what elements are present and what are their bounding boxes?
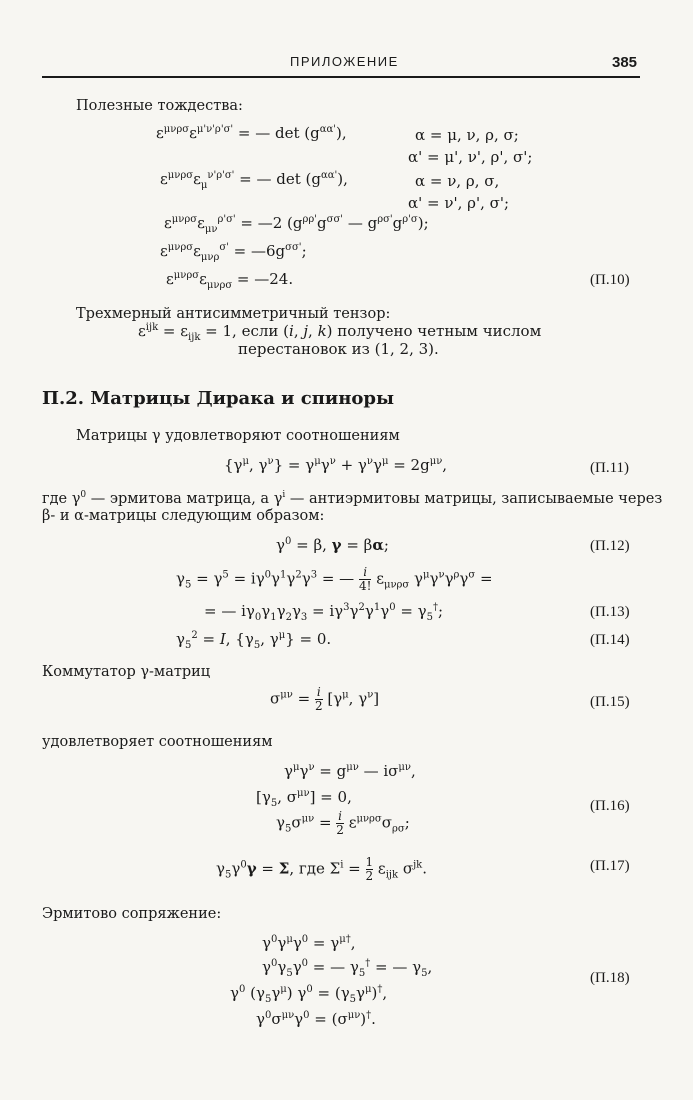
identities-heading: Полезные тождества:	[76, 98, 243, 114]
identity-condition-1: α = μ, ν, ρ, σ;	[415, 126, 519, 144]
commutator-heading: Коммутатор γ-матриц	[42, 664, 211, 680]
header-rule	[42, 76, 640, 78]
eq-p13-line-2: = — $i\gamma_0\gamma_1\gamma_2\gamma_3 = i\gamma^3\gamma^2\gamma^1\gamma^0 = \gamma_5^\dagger$;	[204, 602, 444, 623]
eq-number-p14: (П.14)	[590, 632, 630, 648]
identity-condition-2: α' = μ', ν', ρ', σ';	[408, 148, 533, 166]
antisym-line-2: перестановок из (1, 2, 3).	[238, 340, 439, 358]
eq-number-p18: (П.18)	[590, 970, 630, 986]
identity-formula-2: $\varepsilon^{\mu\nu\rho\sigma}\varepsilon_\mu^{\nu'\rho'\sigma'}$ = — $\det (g^{\alpha\alpha'})$,	[160, 170, 348, 191]
eq-p18-line-3: $\gamma^0$ $(\gamma_5\gamma^\mu) \gamma^0 = (\gamma_5\gamma^\mu)^\dagger$,	[230, 984, 388, 1005]
eq-number-p11: (П.11)	[590, 460, 630, 476]
eq-p14: $\gamma_5^2 = I$, {$\gamma_5$, $\gamma^\mu\} = 0$.	[176, 630, 332, 651]
eq-number-p13: (П.13)	[590, 604, 630, 620]
eq-p17: $\gamma_5\gamma^0\gamma = \Sigma$, где $\Sigma^i$ = $\frac{1}{2}$ $\varepsilon_{ijk}$ $\sigma^{jk}$.	[216, 855, 428, 883]
hermitian-heading: Эрмитово сопряжение:	[42, 906, 222, 922]
identity-condition-3: α = ν, ρ, σ,	[415, 172, 500, 190]
para1-line-2: β- и α-матрицы следующим образом:	[42, 508, 325, 524]
eq-p18-line-2: $\gamma^0\gamma_5\gamma^0$ = — $\gamma_5^\dagger$ = — $\gamma_5$,	[262, 958, 433, 979]
running-header: ПРИЛОЖЕНИЕ	[290, 54, 399, 69]
para1-line-1: где $\gamma^0$ — эрмитова матрица, а $\gamma^i$ — антиэрмитовы матрицы, записываемые через	[42, 490, 663, 507]
eq-p16-line-3: $\gamma_5\sigma^{\mu\nu}$ = $\frac{i}{2}$ $\varepsilon^{\mu\nu\rho\sigma}\sigma_{\rho\sigma}$;	[276, 809, 410, 837]
eq-number-p16: (П.16)	[590, 798, 630, 814]
identity-condition-4: α' = ν', ρ', σ';	[408, 194, 510, 212]
intro-text: Матрицы γ удовлетворяют соотношениям	[76, 428, 400, 444]
eq-number-p15: (П.15)	[590, 694, 630, 710]
identity-formula-4: $\varepsilon^{\mu\nu\rho\sigma}\varepsilon_{\mu\nu\rho}^{\sigma'}$ = $—6g^{\sigma\sigma'}$;	[160, 242, 307, 263]
eq-p11: {$\gamma^\mu$, $\gamma^\nu\} = \gamma^\mu\gamma^\nu + \gamma^\nu\gamma^\mu = 2g^{\mu\nu}$,	[224, 456, 448, 474]
eq-number-p10: (П.10)	[590, 272, 630, 288]
eq-p18-line-1: $\gamma^0\gamma^\mu\gamma^0 = \gamma^{\mu\dagger}$,	[262, 934, 356, 952]
antisym-heading: Трехмерный антисимметричный тензор:	[76, 306, 391, 322]
eq-p18-line-4: $\gamma^0\sigma^{\mu\nu}\gamma^0 = (\sigma^{\mu\nu})^\dagger$.	[256, 1010, 376, 1028]
eq-p13-line-1: $\gamma_5 = \gamma^5 = i\gamma^0\gamma^1\gamma^2\gamma^3$ = — $\frac{i}{4!}$ $\varepsilon_{\mu\nu\rho\sigma}$ $\gamma^\mu\gamma^\nu\gamma^\rho\gamma^\sigma$ =	[176, 565, 493, 593]
identity-formula-1: $\varepsilon^{\mu\nu\rho\sigma}\varepsilon^{\mu'\nu'\rho'\sigma'}$ = — $\det (g^{\alpha\alpha'})$,	[156, 124, 347, 142]
identity-formula-5: $\varepsilon^{\mu\nu\rho\sigma}\varepsilon_{\mu\nu\rho\sigma}$ = —24.	[166, 270, 294, 291]
eq-number-p12: (П.12)	[590, 538, 630, 554]
page-number: 385	[612, 54, 638, 71]
eq-p16-line-1: $\gamma^\mu\gamma^\nu = g^{\mu\nu}$ — $i\sigma^{\mu\nu}$,	[284, 762, 416, 780]
eq-p12: $\gamma^0 = \beta$, γ = βα;	[276, 536, 389, 554]
eq-p15: $\sigma^{\mu\nu}$ = $\frac{i}{2}$ [$\gamma^\mu$, $\gamma^\nu$]	[270, 685, 380, 713]
satisfies-text: удовлетворяет соотношениям	[42, 734, 273, 750]
section-title: П.2. Матрицы Дирака и спиноры	[42, 388, 395, 409]
eq-p16-line-2: [$\gamma_5$, $\sigma^{\mu\nu}] = 0$,	[256, 788, 352, 809]
identity-formula-3: $\varepsilon^{\mu\nu\rho\sigma}\varepsilon_{\mu\nu}^{\rho'\sigma'}$ = —2 ($g^{\rho\rho'}g^{\sigma\sigma'}$ — $g^{\rho\sigma'}g^{\rho'\sigma}$);	[164, 214, 429, 235]
eq-number-p17: (П.17)	[590, 858, 630, 874]
antisym-line-1: $\varepsilon^{ijk} = \varepsilon_{ijk} = 1$, если (i, j, k) получено четным числом	[138, 322, 542, 343]
